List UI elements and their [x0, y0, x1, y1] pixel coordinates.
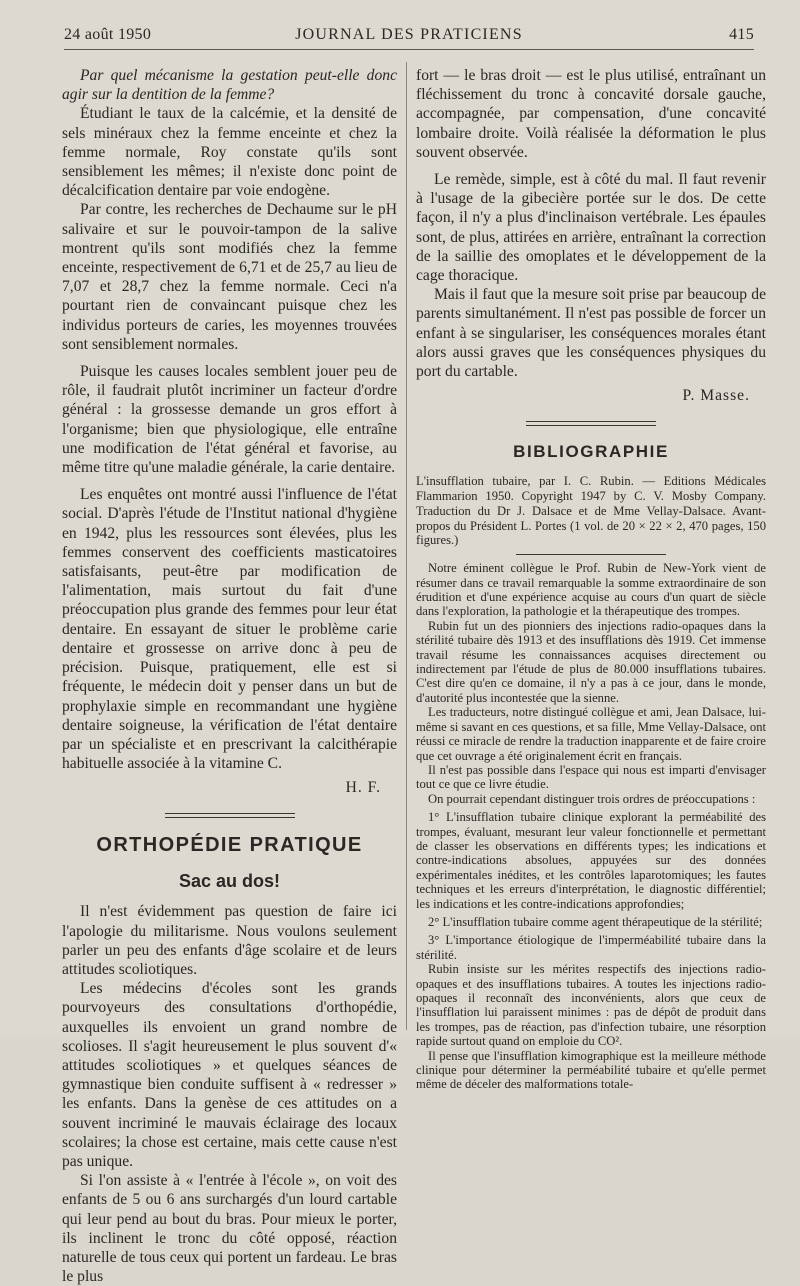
review-list-item: 2° L'insufflation tubaire comme agent thérapeutique de la stérilité;	[428, 914, 763, 929]
reference-rule	[516, 554, 666, 555]
section-title: ORTHOPÉDIE PRATIQUE	[96, 834, 363, 857]
review-paragraph: Les traducteurs, notre distingué collègue et ami, Jean Dalsace, lui-même si savant en ces questions, et sa fille, Mme Vellay-Dalsace, ont réussi ce miracle de rendre la traduction inapparente et de faire croire que cet ouvrage a été originalement écrit en français.	[416, 705, 766, 763]
header-date: 24 août 1950	[64, 26, 152, 43]
header-rule	[64, 49, 754, 50]
signature: H. F.	[345, 779, 381, 797]
paragraph: Les enquêtes ont montré aussi l'influence de l'état social. D'après l'étude de l'Institut national d'hygiène en 1942, plus les ressources sont élevées, plus les femmes conservent des coefficients masticatoires satisfaisants, peut-être par modification de l'alimentation, mais surtout du fait d'une préoccupation plus grande des femmes pour leur état dentaire. En essayant de situer le problème carie dentaire et grossesse on arrive donc à peu de précision. Puisque, pratiquement, elle est si fréquente, le médecin doit y penser dans un but de prophylaxie simple en recommandant une hygiène dentaire soigneuse, la vérification de l'état dentaire par un spécialiste et en prescrivant la calcithérapie habituelle associée à la vitamine C.	[62, 486, 397, 773]
paragraph: Les médecins d'écoles sont les grands pourvoyeurs des consultations d'orthopédie, auxquelles ils envoient un grand nombre de scolioses. Il s'agit heureusement le plus souvent d'« attitudes scoliotiques » et quelques séances de gymnastique bien conduite suffisent à « redresser » les enfants. Dans la genèse de ces attitudes on a souvent incriminé le mauvais éclairage des locaux scolaires; la chose est certaine, mais cette cause n'est pas unique.	[62, 980, 397, 1170]
paragraph: Par contre, les recherches de Dechaume sur le pH salivaire et sur le pouvoir-tampon de la salive montrent qu'ils sont modifiés chez la femme enceinte, respectivement de 6,71 et de 25,7 au lieu de 7,07 et 28,7 chez la femme normale. Ceci n'a pourtant rien de convaincant puisque chez les individus porteurs de caries, les moyennes trouvées sont sensiblement normales.	[62, 201, 397, 353]
header-page-number: 415	[729, 26, 754, 43]
paragraph: Si l'on assiste à « l'entrée à l'école », on voit des enfants de 5 ou 6 ans surchargés d'un lourd cartable qui leur pend au bout du bras. Pour mieux le porter, ils inclinent le tronc du côté opposé, réaction naturelle de tous ceux qui portent un fardeau. Le bras le plus	[62, 1172, 397, 1286]
section-separator	[526, 421, 656, 426]
review-paragraph: Rubin fut un des pionniers des injections radio-opaques dans la stérilité tubaire dès 1913 et des insufflations dès 1919. Cet immense travail résume les connaissances acquises directement ou indirectement par l'étude de plus de 80.000 insufflations tubaires. C'est dire qu'en ce domaine, il n'y a pas à ce jour, dans le monde, d'autorité plus incontestée que la sienne.	[416, 618, 766, 705]
review-list-item: 3° L'importance étiologique de l'imperméabilité tubaire dans la stérilité.	[416, 933, 766, 962]
left-column	[62, 66, 397, 1286]
paragraph: Étudiant le taux de la calcémie, et la densité de sels minéraux chez la femme enceinte et chez la femme normale, Roy constate qu'ils sont sensiblement les mêmes; il n'existe donc point de décalcification dentaire par voie endogène.	[62, 105, 397, 200]
review-paragraph: Il n'est pas possible dans l'espace qui nous est imparti d'envisager tout ce que ce livre étudie.	[416, 762, 766, 792]
column-divider	[406, 62, 407, 1030]
paragraph: Mais il faut que la mesure soit prise par beaucoup de parents simultanément. Il n'est pas possible de forcer un enfant à se singulariser, les conséquences morales étant alors aussi graves que les conséquences physiques du port du cartable.	[416, 286, 766, 381]
review-paragraph: On pourrait cependant distinguer trois ordres de préoccupations :	[428, 791, 756, 806]
section-title: BIBLIOGRAPHIE	[513, 442, 669, 462]
section-separator	[165, 813, 295, 818]
paragraph: fort — le bras droit — est le plus utilisé, entraînant un fléchissement du tronc à concavité dorsale gauche, accompagnée, par compensation, d'une concavité lombaire droite. Voilà réalisée la déformation le plus souvent observée.	[416, 67, 766, 161]
page-header	[64, 22, 754, 50]
signature: P. Masse.	[682, 387, 750, 405]
paragraph: Il n'est évidemment pas question de faire ici l'apologie du militarisme. Nous voulons seulement parler un peu des enfants d'âge scolaire et de leurs attitudes scoliotiques.	[62, 903, 397, 978]
paragraph: Le remède, simple, est à côté du mal. Il faut revenir à l'usage de la gibecière portée sur le dos. De cette façon, il n'y a plus d'inclinaison vertébrale. Les épaules sont, de plus, attirées en arrière, entraînant la correction de la saillie des omoplates et le développement de la cage thoracique.	[416, 171, 766, 285]
right-column	[416, 66, 766, 1092]
review-paragraph: Il pense que l'insufflation kimographique est la meilleure méthode clinique pour déterminer la perméabilité tubaire et qu'elle permet même de déceler des malformations totale-	[416, 1048, 766, 1092]
header-journal-title: JOURNAL DES PRATICIENS	[295, 26, 523, 43]
bibliographic-reference: L'insufflation tubaire, par I. C. Rubin. — Editions Médicales Flammarion 1950. Copyright 1947 by C. V. Mosby Company. Traduction du Dr J. Dalsace et de Mme Vellay-Dalsace. Avant-propos du Président L. Portes (1 vol. de 20 × 22 × 2, 470 pages, 150 figures.)	[416, 474, 766, 548]
review-paragraph: Notre éminent collègue le Prof. Rubin de New-York vient de résumer dans ce travail remarquable la somme extraordinaire de son érudition et d'une expérience acquise au cours d'un quart de siècle dans l'exploration, la pathologie et la thérapeutique des trompes.	[416, 561, 766, 619]
review-paragraph: Rubin insiste sur les mérites respectifs des injections radio-opaques et des insufflations tubaires. A toutes les injections radio-opaques il reconnaît des inconvénients, alors que ceux de l'insufflation lui paraissent minimes : pas de dépôt de produit dans les trompes, pas de réaction, pas d'infection tubaire, une résorption rapide surtout quand on emploie du CO².	[416, 962, 766, 1049]
review-list-item: 1° L'insufflation tubaire clinique explorant la perméabilité des trompes, évaluant, mesurant leur valeur fonctionnelle et permettant de classer les observations en différents types; les indications et contre-indications absolues, appuyées sur des données expérimentales inédites, et les contrôles laparotomiques; les fautes techniques et les erreurs d'interprétation, le diagnostic différentiel; les indications et les contre-indications approfondies;	[416, 810, 766, 911]
subsection-title: Sac au dos!	[178, 871, 281, 892]
intro-question: Par quel mécanisme la gestation peut-elle donc agir sur la dentition de la femme?	[62, 67, 397, 104]
paragraph: Puisque les causes locales semblent jouer peu de rôle, il faudrait plutôt incriminer un facteur d'ordre général : la grossesse demande un gros effort à l'organisme; bien que physiologique, elle entraîne une modification de l'état général et favorise, au même titre qu'une maladie générale, la carie dentaire.	[62, 363, 397, 477]
